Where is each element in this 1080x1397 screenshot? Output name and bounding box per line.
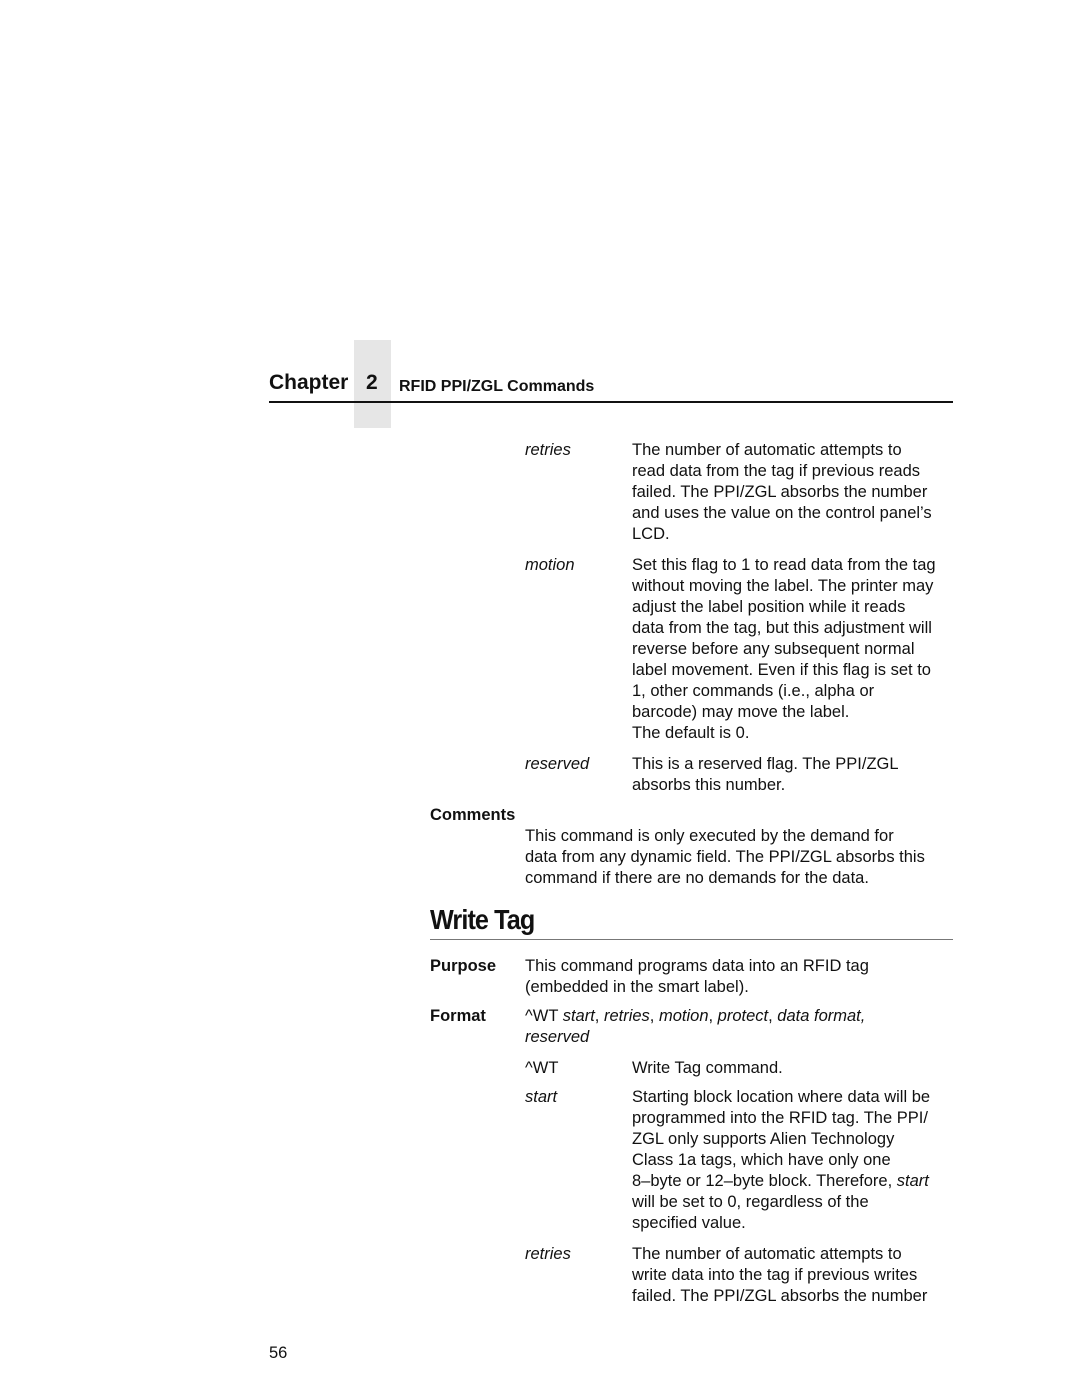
chapter-number: 2 — [366, 371, 378, 394]
format-sep: , — [708, 1007, 718, 1025]
format-param: retries — [603, 1007, 650, 1025]
format-syntax — [525, 1006, 865, 1027]
format-sep: , — [768, 1007, 778, 1025]
format-param: reserved — [525, 1028, 590, 1046]
desc-part: Starting block location where data will be programmed into the RFID tag. The PPI/ ZGL only supports Alien Technology Class 1a tags, which have only one 8–byte or 12–byte block. Therefore, — [632, 1088, 931, 1190]
param-term: retries — [525, 1245, 571, 1263]
chapter-label: Chapter — [269, 371, 349, 394]
param-desc: Set this flag to 1 to read data from the tag without moving the label. The printer may adjust the label position while it reads data from the tag, but this adjustment will reverse before any subsequent normal label movement. Even if this flag is set to 1, other commands (i.e., alpha or barcode) may move the label. The default is 0. — [632, 556, 936, 742]
section-title: Write Tag — [430, 904, 535, 935]
section-rule — [430, 939, 953, 940]
format-label: Format — [430, 1007, 486, 1025]
param-desc: Write Tag command. — [632, 1059, 783, 1077]
purpose-label: Purpose — [430, 957, 497, 975]
format-param: motion — [658, 1007, 709, 1025]
format-command: ^WT — [525, 1007, 563, 1025]
desc-part: will be set to 0, regardless of the specified value. — [632, 1193, 869, 1232]
format-param: data format, — [777, 1007, 866, 1025]
header-rule — [269, 401, 953, 403]
param-desc — [632, 1087, 962, 1234]
param-term: motion — [525, 556, 575, 574]
param-desc: This is a reserved flag. The PPI/ZGL absorbs this number. — [632, 755, 899, 794]
desc-italic: start — [896, 1172, 929, 1190]
format-param: start — [562, 1007, 595, 1025]
comments-heading: Comments — [430, 806, 516, 824]
param-desc: The number of automatic attempts to read data from the tag if previous reads failed. The PPI/ZGL absorbs the number and uses the value on the control panel’s LCD. — [632, 441, 932, 543]
param-term: reserved — [525, 755, 590, 773]
page-number: 56 — [269, 1344, 288, 1362]
purpose-text: This command programs data into an RFID tag (embedded in the smart label). — [525, 957, 869, 996]
chapter-title: RFID PPI/ZGL Commands — [399, 378, 595, 395]
format-sep: , — [594, 1007, 604, 1025]
format-sep: , — [649, 1007, 659, 1025]
param-term: start — [525, 1088, 558, 1106]
param-desc: The number of automatic attempts to write data into the tag if previous writes failed. The PPI/ZGL absorbs the number — [632, 1245, 928, 1305]
param-term: ^WT — [525, 1059, 559, 1077]
format-param: protect — [717, 1007, 769, 1025]
param-term: retries — [525, 441, 571, 459]
comments-text: This command is only executed by the demand for data from any dynamic field. The PPI/ZGL absorbs this command if there are no demands for the data. — [525, 827, 925, 887]
